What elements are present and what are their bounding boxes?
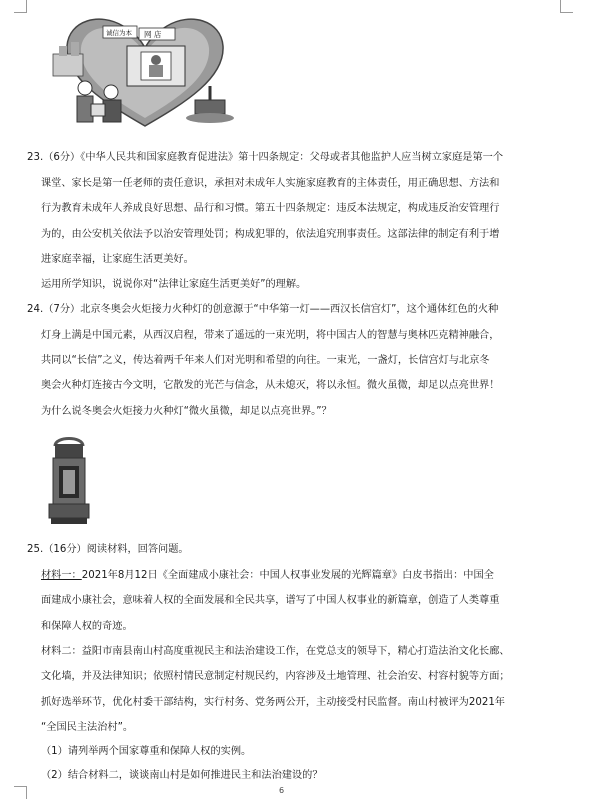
q24-line-2: 灯身上满是中国元素，从西汉启程，带来了遥远的一束光明，将中国古人的智慧与奥林匹克精神融合， [41, 330, 500, 341]
crop-mark-bottom-left [14, 786, 27, 799]
q25-header: 25.（16分）阅读材料，回答问题。 [27, 544, 189, 555]
q24-line-1: 24.（7分）北京冬奥会火炬接力火种灯的创意源于“中华第一灯——西汉长信宫灯”，这个通体红色的火种 [27, 304, 499, 315]
q24-line-5: 为什么说冬奥会火炬接力火种灯“微火虽微，却足以点亮世界。”？ [41, 406, 332, 417]
q23-line-6: 运用所学知识，说说你对“法律让家庭生活更美好”的理解。 [41, 279, 307, 290]
q24-line-3: 共同以“长信”之义，传达着两千年来人们对光明和希望的向往。一束光，一盏灯，长信宫灯与北京冬 [41, 355, 490, 366]
material1-line-1-text: 2021年8月12日《全面建成小康社会：中国人权事业发展的光辉篇章》白皮书指出：中国全 [81, 570, 494, 581]
q23-line-4: 为的，由公安机关依法予以治安管理处罚；构成犯罪的，依法追究刑事责任。这部法律的制定有利于增 [41, 229, 500, 240]
q25-subquestion-2: （2）结合材料二，谈谈南山村是如何推进民主和法治建设的？ [41, 770, 323, 781]
q23-line-3: 行为教育未成年人养成良好思想、品行和习惯。第五十四条规定：违反本法规定，构成违反治安管理行 [41, 203, 500, 214]
material1-label: 材料一： [41, 570, 82, 581]
q25-subquestion-1: （1）请列举两个国家尊重和保障人权的实例。 [41, 746, 252, 757]
page-number: 6 [279, 786, 285, 795]
q23-line-2: 课堂、家长是第一任老师的责任意识，承担对未成年人实施家庭教育的主体责任，用正确思想、方法和 [41, 178, 500, 189]
crop-mark-top-left [14, 0, 27, 13]
olympic-flame-lamp-image [41, 432, 97, 528]
q23-line-5: 进家庭幸福，让家庭生活更美好。 [41, 254, 194, 265]
q25-material1-line-1 [41, 569, 494, 583]
q24-line-4: 奥会火种灯连接古今文明，它散发的光芒与信念，从未熄灭，将以永恒。微火虽微，却足以点亮世界！ [41, 380, 500, 391]
q25-material1-line-3: 和保障人权的奇迹。 [41, 621, 133, 632]
sign-online-store-label: 网 店 [144, 30, 162, 39]
crop-mark-top-right [560, 0, 573, 13]
q25-material2-line-2: 文化墙，并及法律知识；依照村情民意制定村规民约，内容涉及土地管理、社会治安、村容村貌等方面； [41, 671, 510, 682]
q25-material1-line-2: 面建成小康社会，意味着人权的全面发展和全民共享，谱写了中国人权事业的新篇章，创造了人类尊重 [41, 595, 500, 606]
online-store-heart-illustration [45, 8, 240, 140]
q25-material2-line-3: 抓好选举环节，优化村委干部结构，实行村务、党务两公开，主动接受村民监督。南山村被评为2021年 [41, 697, 505, 708]
q23-line-1: 23.（6分）《中华人民共和国家庭教育促进法》第十四条规定：父母或者其他监护人应当树立家庭是第一个 [27, 152, 504, 163]
q25-material2-line-1: 材料二：益阳市南县南山村高度重视民主和法治建设工作，在党总支的领导下，精心打造法治文化长廊、 [41, 646, 510, 657]
sign-honesty-label: 诚信为本 [106, 29, 132, 37]
q25-material2-line-4: “全国民主法治村”。 [41, 722, 134, 733]
